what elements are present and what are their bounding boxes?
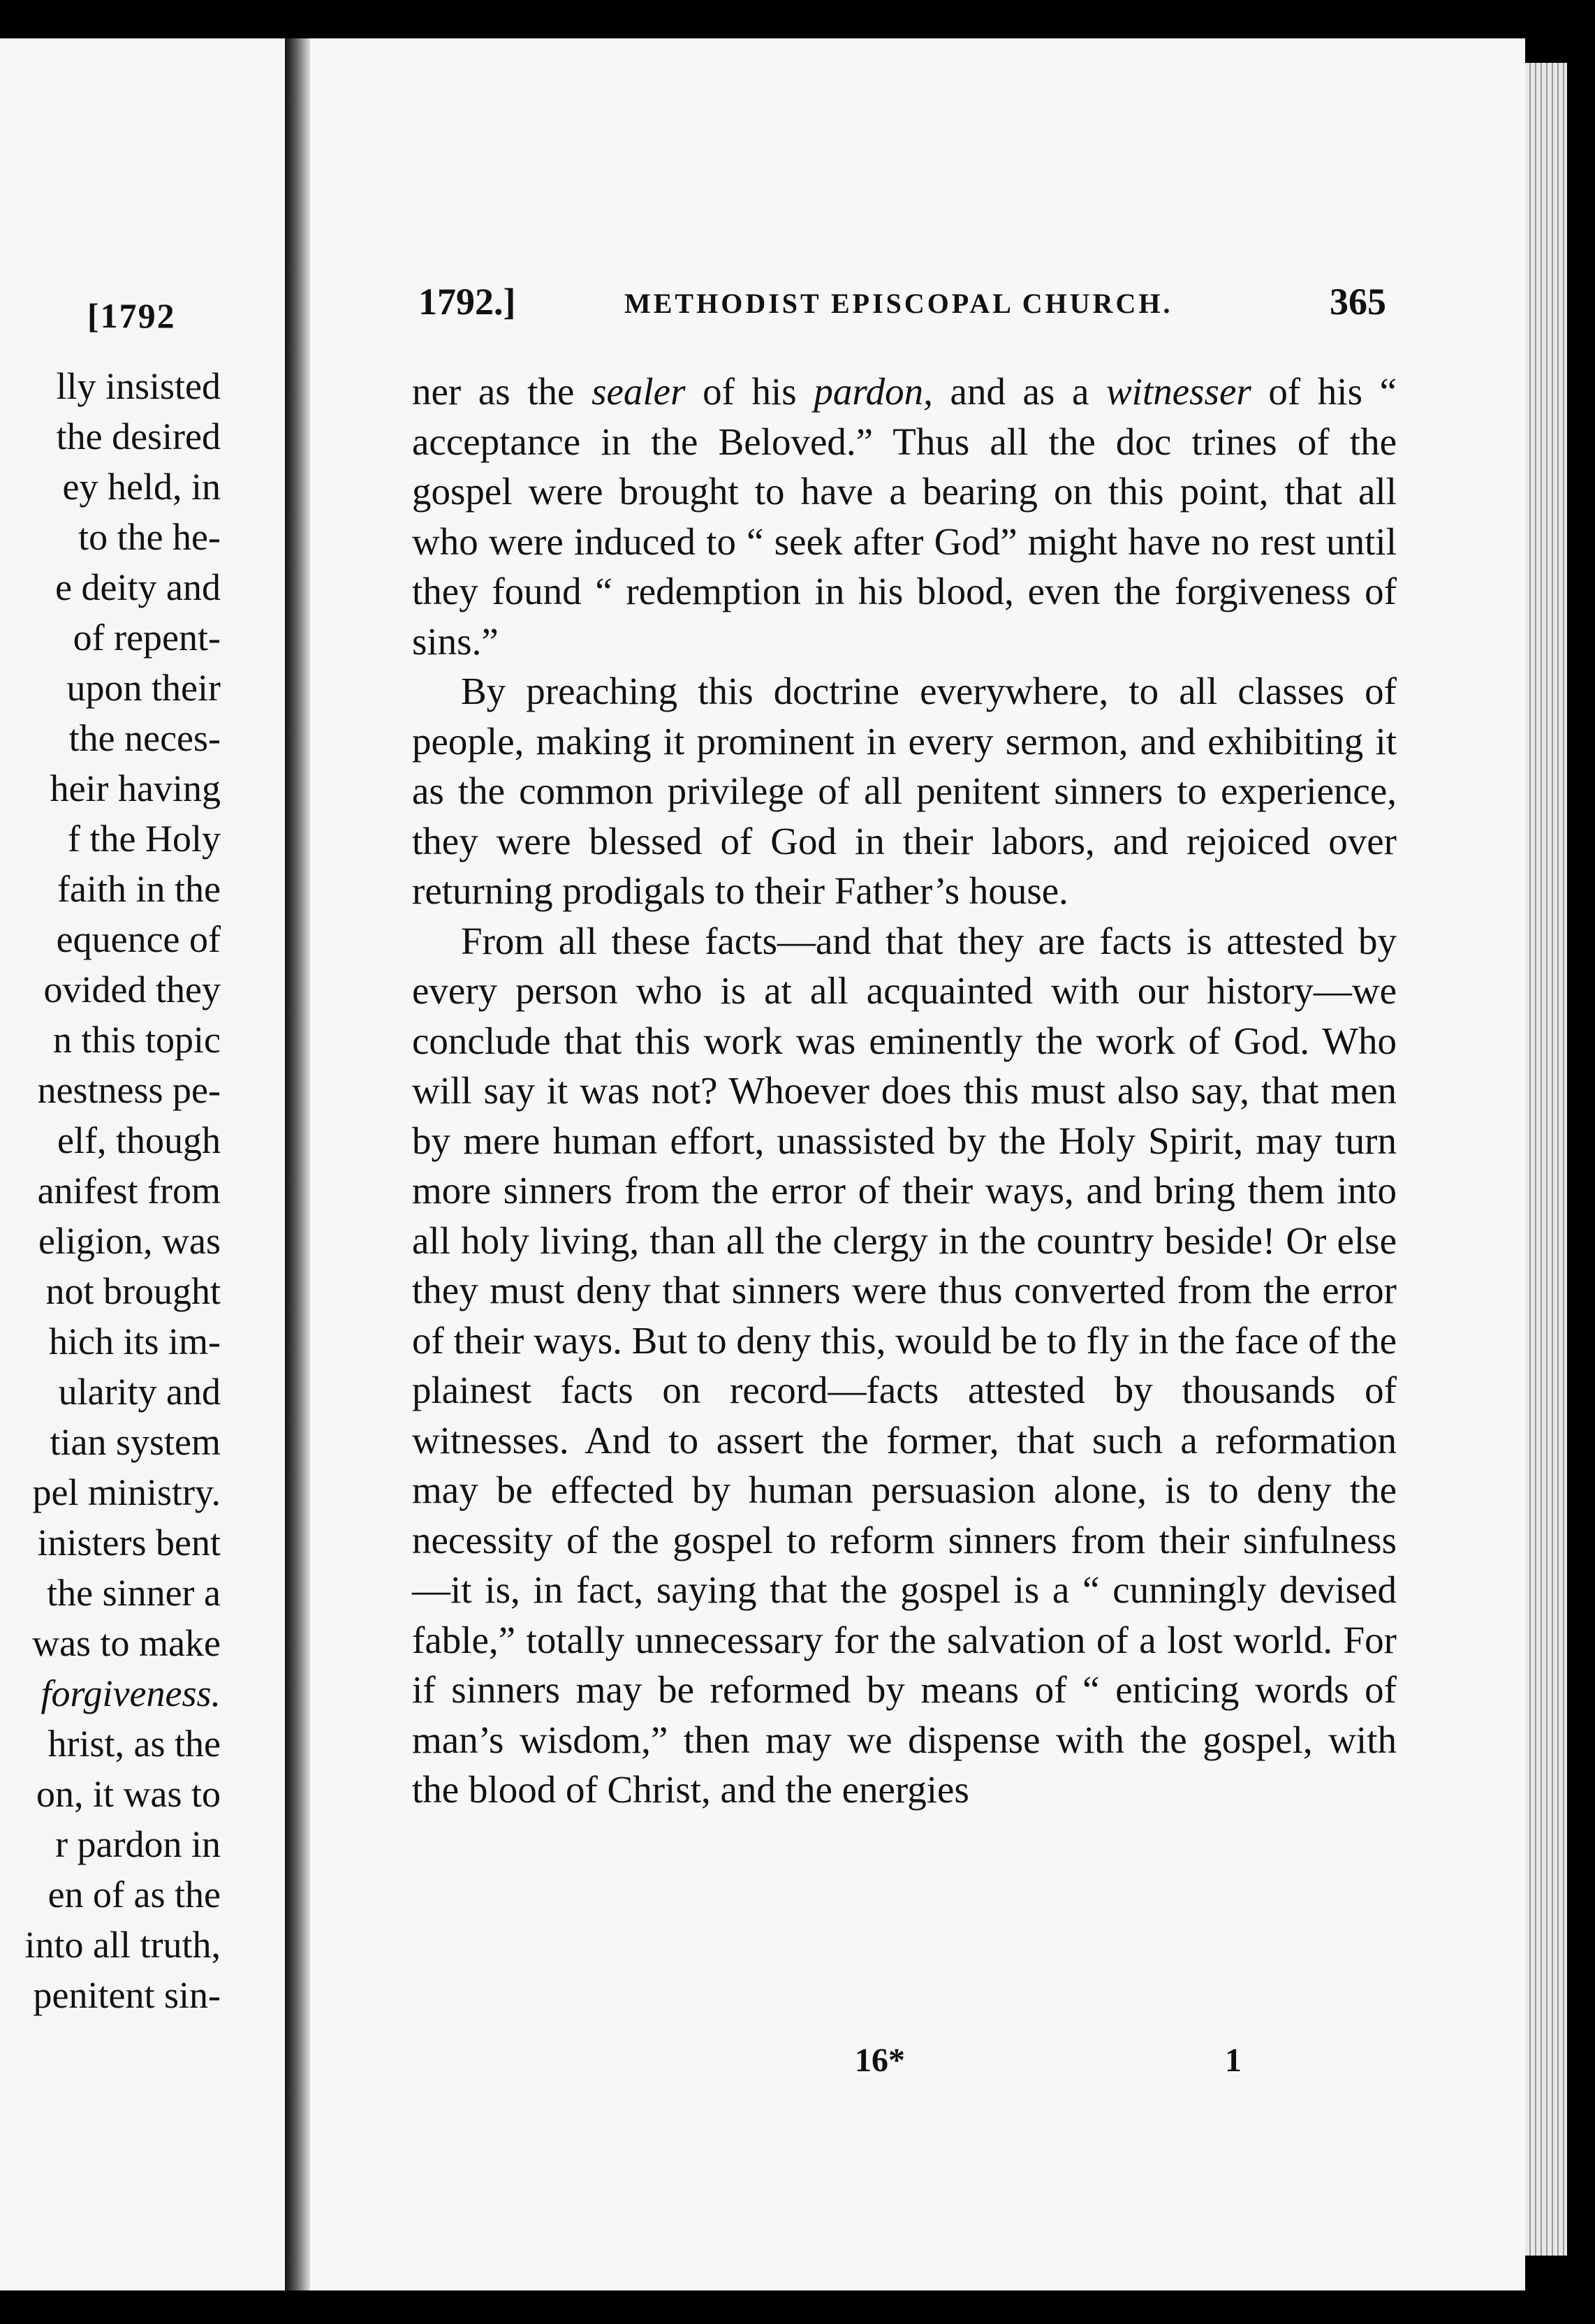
left-text-line: hich its im- [49,1321,221,1362]
left-text-line: ey held, in [62,466,221,508]
left-text-line: elf, though [57,1119,221,1161]
body-text [412,367,1397,1815]
right-page [310,38,1525,2290]
page-number: 365 [1330,281,1386,323]
left-text-line: lly insisted [56,365,221,407]
left-text-line: faith in the [57,868,221,910]
left-text-line: f the Holy [68,818,221,860]
text-run: of his “ acceptance in the Beloved.” Thus all the doc trines of the gospel were brought to have a bearing on this point, that all who were induced to “ seek after God” might have no rest until they found “ redemption in his blood, even the forgiveness of sins.” [412,370,1397,663]
paragraph [412,367,1397,666]
paragraph [412,916,1397,1815]
page-edges [1525,63,1567,2256]
left-text-line: of repent- [73,617,221,659]
paragraph [412,666,1397,916]
left-text-line: on, it was to [36,1773,221,1815]
text-run: By preaching this doctrine everywhere, to all classes of people, making it prominent in every sermon, and exhibiting it as the common privilege of all penitent sinners to experience, they were blessed of God in their labors, and rejoiced over returning prodigals to their Father’s house. [412,670,1397,912]
left-text-line: anifest from [37,1170,221,1212]
left-text-line: r pardon in [55,1823,221,1865]
left-text-line: eligion, was [38,1220,221,1262]
left-text-line: equence of [56,918,221,960]
left-text-line: the neces- [68,717,221,759]
left-text-line: upon their [66,667,221,709]
left-text-line: heir having [50,767,221,809]
left-text-line: into all truth, [24,1924,221,1966]
text-run: From all these facts—and that they are facts is attested by every person who is at all acquainted with our history—we conclude that this work was eminently the work of God. Who will say it was not? Whoever does this must also say, that men by mere human effort, unassisted by the Holy Spirit, may turn more sinners from the error of their ways, and bring them into all holy living, than all the clergy in the country beside! Or else they must deny that sinners were thus converted from the error of their ways. But to deny this, would be to fly in the face of the plainest facts on record—facts attested by thousands of witnesses. And to assert the former, that such a reformation may be effected by human persuasion alone, is to deny the necessity of the gospel to reform sinners from their sinfulness—it is, in fact, saying that the gospel is a “ cunningly devised fable,” totally unnecessary for the salvation of a lost world. For if sinners may be reformed by means of “ enticing words of man’s wisdom,” then may we dispense with the gospel, with the blood of Christ, and the energies [412,919,1397,1811]
footer-number: 1 [1225,2042,1242,2079]
book-gutter [285,38,310,2290]
left-text-line: nestness pe- [37,1069,221,1111]
left-text-column [25,361,221,2020]
left-page [0,38,288,2290]
text-run: of his [685,370,814,413]
left-text-line: n this topic [53,1019,221,1061]
running-head-title: METHODIST EPISCOPAL CHURCH. [624,288,1173,319]
left-text-line: to the he- [78,516,221,558]
left-text-line: hrist, as the [47,1723,221,1765]
text-run: ner as the [412,370,592,413]
left-text-line: pel ministry. [32,1471,221,1513]
left-text-line: forgiveness. [41,1672,221,1714]
italic-text: sealer [591,370,686,413]
left-text-line: ovided they [43,969,221,1010]
left-text-line: ularity and [58,1371,221,1413]
left-text-line: penitent sin- [33,1974,221,2016]
left-text-line: not brought [45,1270,221,1312]
italic-text: witnesser [1106,370,1251,413]
left-text-line: the desired [56,415,221,457]
text-run: and as a [932,370,1106,413]
left-text-line: was to make [32,1622,221,1664]
left-text-line: inisters bent [37,1522,221,1564]
left-text-line: e deity and [55,566,221,608]
running-head-year: 1792.] [418,281,516,323]
left-text-line: en of as the [47,1874,221,1915]
left-text-line: tian system [50,1421,221,1463]
signature-mark: 16* [855,2042,905,2079]
italic-text: pardon, [814,370,933,413]
left-text-line: the sinner a [47,1572,221,1614]
left-running-head: [1792 [87,296,176,335]
